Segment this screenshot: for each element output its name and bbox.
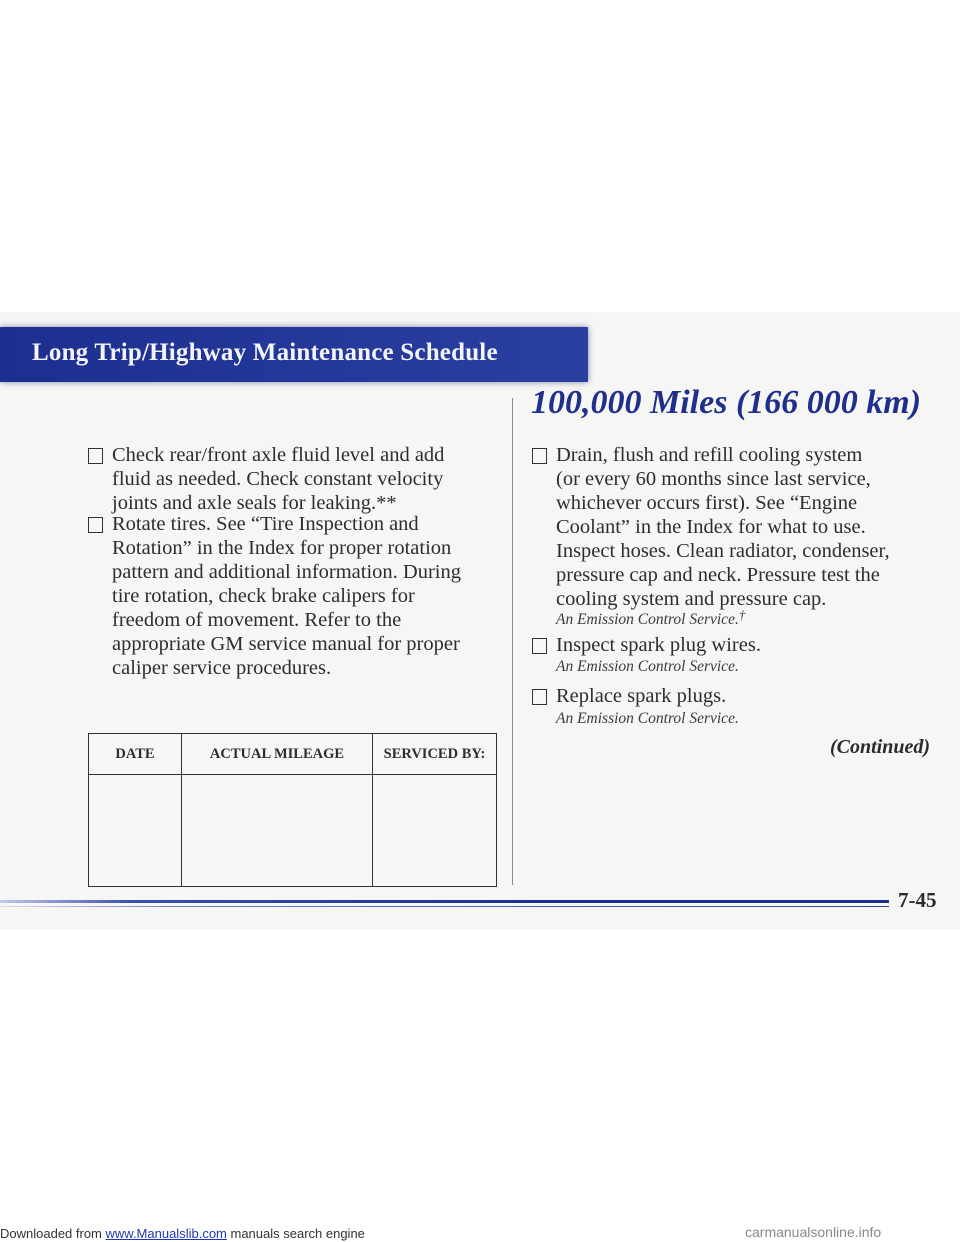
footer-rule-thin [0, 906, 889, 907]
column-header-mileage: ACTUAL MILEAGE [182, 734, 373, 775]
page-number: 7-45 [898, 888, 937, 912]
checkbox-icon[interactable] [88, 517, 103, 533]
item-line: whichever occurs first). See “Engine [556, 492, 858, 514]
footer-rule [0, 900, 889, 903]
mileage-cell[interactable] [182, 775, 373, 887]
table-row [89, 775, 497, 887]
item-line: Check rear/front axle fluid level and add [112, 444, 445, 466]
item-line: pressure cap and neck. Pressure test the [556, 564, 880, 586]
item-line: fluid as needed. Check constant velocity [112, 468, 444, 490]
item-line: Drain, flush and refill cooling system [556, 444, 863, 466]
checklist-item-cooling [532, 443, 932, 611]
item-line: appropriate GM service manual for proper [112, 633, 460, 655]
manualslib-link[interactable]: www.Manualslib.com [105, 1226, 227, 1241]
emission-note: An Emission Control Service. [556, 658, 739, 675]
item-line: pattern and additional information. During [112, 561, 461, 583]
section-banner [0, 327, 588, 382]
column-divider [512, 398, 513, 885]
item-line: joints and axle seals for leaking.** [112, 492, 397, 514]
dagger-mark: † [738, 607, 746, 622]
item-line: Inspect hoses. Clean radiator, condenser, [556, 540, 890, 562]
item-line: tire rotation, check brake calipers for [112, 585, 415, 607]
item-line: cooling system and pressure cap. [556, 588, 827, 610]
item-line: Inspect spark plug wires. [556, 634, 761, 656]
checklist-item-tires [88, 512, 498, 680]
item-line: freedom of movement. Refer to the [112, 609, 402, 631]
item-line: Replace spark plugs. [556, 685, 727, 707]
item-line: Rotate tires. See “Tire Inspection and [112, 513, 419, 535]
column-header-serviced-by: SERVICED BY: [373, 734, 497, 775]
date-cell[interactable] [89, 775, 182, 887]
item-line: Rotation” in the Index for proper rotation [112, 537, 452, 559]
continued-label: (Continued) [830, 736, 931, 758]
checklist-item-plug-wires [532, 633, 932, 657]
watermark-text: carmanualsonline.info [745, 1224, 882, 1240]
column-header-date: DATE [89, 734, 182, 775]
serviced-by-cell[interactable] [373, 775, 497, 887]
item-line: caliper service procedures. [112, 657, 332, 679]
item-line: (or every 60 months since last service, [556, 468, 871, 490]
checklist-item-axle [88, 443, 498, 515]
item-line: Coolant” in the Index for what to use. [556, 516, 866, 538]
download-footer: Downloaded from www.Manualslib.com manuals search engine [0, 1226, 365, 1241]
emission-note: An Emission Control Service. [556, 710, 739, 727]
checkbox-icon[interactable] [532, 448, 547, 464]
checkbox-icon[interactable] [532, 638, 547, 654]
emission-note: An Emission Control Service.† [556, 607, 746, 628]
checklist-item-spark-plugs [532, 684, 932, 708]
mileage-heading: 100,000 Miles (166 000 km) [531, 384, 922, 421]
checkbox-icon[interactable] [88, 448, 103, 464]
banner-title: Long Trip/Highway Maintenance Schedule [32, 339, 498, 366]
checkbox-icon[interactable] [532, 689, 547, 705]
service-record-table [88, 733, 497, 887]
